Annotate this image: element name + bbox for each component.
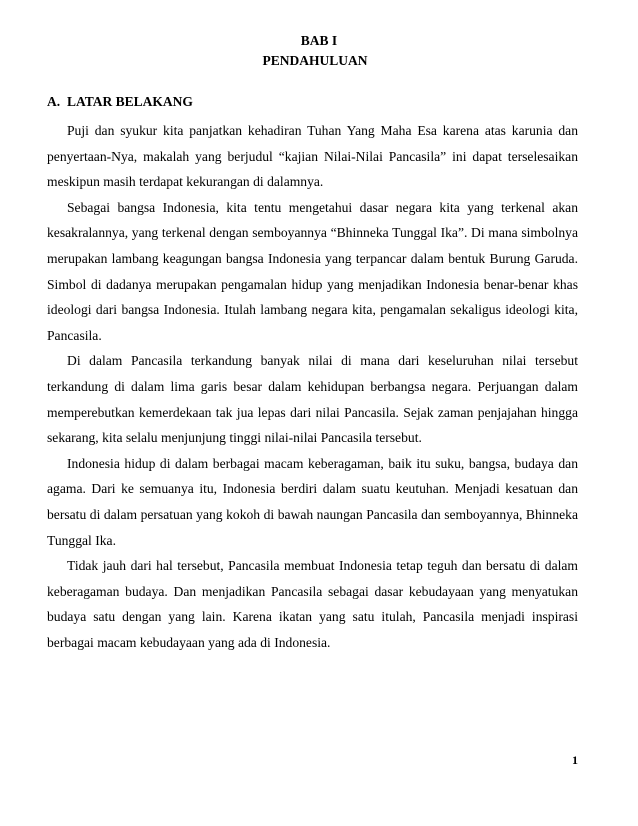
chapter-title: PENDAHULUAN xyxy=(262,53,368,68)
page-number: 1 xyxy=(572,753,578,767)
chapter-heading xyxy=(0,31,638,71)
chapter-label: BAB I xyxy=(300,33,338,48)
body-text xyxy=(47,118,578,655)
section-title: LATAR BELAKANG xyxy=(67,94,193,109)
paragraph: Puji dan syukur kita panjatkan kehadiran Tuhan Yang Maha Esa karena atas karunia dan penyertaan-Nya, makalah yang berjudul “kajian Nilai-Nilai Pancasila” ini dapat terselesaikan meskipun masih terdapat kekurangan di dalamnya. xyxy=(47,123,578,190)
paragraph: Tidak jauh dari hal tersebut, Pancasila membuat Indonesia tetap teguh dan bersatu di dalam keberagaman budaya. Dan menjadikan Pancasila sebagai dasar kebudayaan yang menyatukan budaya satu dengan yang lain. Karena ikatan yang satu itulah, Pancasila menjadi inspirasi berbagai macam kebudayaan yang ada di Indonesia. xyxy=(47,558,578,650)
paragraph: Di dalam Pancasila terkandung banyak nilai di mana dari keseluruhan nilai tersebut terkandung di dalam lima garis besar dalam kehidupan berbangsa negara. Perjuangan dalam memperebutkan kemerdekaan tak jua lepas dari nilai Pancasila. Sejak zaman penjajahan hingga sekarang, kita selalu menjunjung tinggi nilai-nilai Pancasila tersebut. xyxy=(47,353,578,446)
paragraph: Sebagai bangsa Indonesia, kita tentu mengetahui dasar negara kita yang terkenal akan kesakralannya, yang terkenal dengan semboyannya “Bhinneka Tunggal Ika”. Di mana simbolnya merupakan lambang keagungan bangsa Indonesia yang terpancar dalam bentuk Burung Garuda. Simbol di dadanya merupakan pengamalan hidup yang menjadikan Indonesia benar-benar khas ideologi dari bangsa Indonesia. Itulah lambang negara kita, pengamalan sekaligus ideologi kita, Pancasila. xyxy=(47,199,578,343)
paragraph: Indonesia hidup di dalam berbagai macam keberagaman, baik itu suku, bangsa, budaya dan agama. Dari ke semuanya itu, Indonesia berdiri dalam suatu keutuhan. Menjadi kesatuan dan bersatu di dalam persatuan yang kokoh di bawah naungan Pancasila dan semboyannya, Bhinneka Tunggal Ika. xyxy=(47,455,578,548)
section-number: A. xyxy=(47,94,61,109)
section-heading xyxy=(47,92,193,112)
